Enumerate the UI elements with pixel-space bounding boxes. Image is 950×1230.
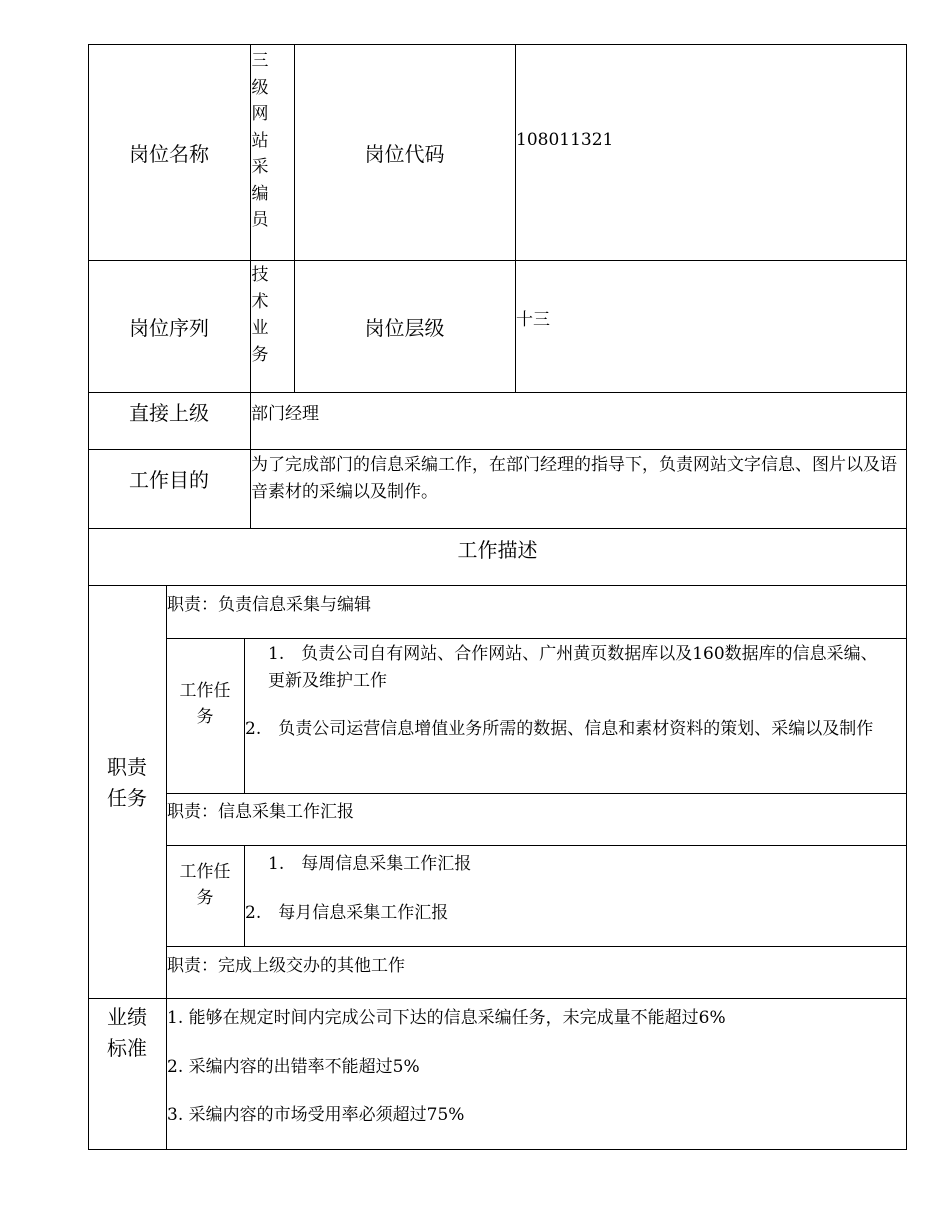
duty-title: 职责：负责信息采集与编辑 [167,595,371,615]
position-name-value-char: 网 [251,104,269,124]
position-name-value-char: 级 [251,77,269,98]
performance-label-line1: 业绩 [107,1005,147,1029]
task-label [166,678,244,730]
sequence-label: 岗位序列 [129,315,209,340]
performance-label-line2: 标准 [107,1036,147,1060]
task-label-line2: 务 [196,888,214,908]
duties-label-line2: 任务 [107,786,147,810]
position-name-value-char: 站 [251,130,269,151]
task-label-line1: 工作任 [179,681,231,701]
task-label-line2: 务 [196,707,214,727]
row-divider [88,585,907,586]
level-label: 岗位层级 [364,315,445,340]
performance-label [88,1002,166,1064]
position-name-value-char: 编 [251,183,269,204]
task-label [166,859,244,911]
column-divider [515,44,516,393]
duty-title: 职责：完成上级交办的其他工作 [167,956,405,976]
sequence-value [250,262,270,368]
work-description-heading: 工作描述 [457,537,538,562]
column-divider [244,845,245,947]
row-divider [166,638,907,639]
task-item: 2. 每月信息采集工作汇报 [245,903,449,923]
position-code-value: 108011321 [516,130,614,150]
performance-item: 1. 能够在规定时间内完成公司下达的信息采编任务，未完成量不能超过6% [167,1008,726,1028]
performance-item: 2. 采编内容的出错率不能超过5% [167,1057,420,1077]
sequence-value-char: 务 [251,344,269,365]
duties-label [88,752,166,814]
position-name-label: 岗位名称 [129,141,209,166]
level-value: 十三 [516,310,550,330]
duties-label-line1: 职责 [107,755,147,779]
task-item: 1. 负责公司自有网站、合作网站、广州黄页数据库以及160数据库的信息采编、更新及维护工作 [268,644,878,691]
performance-item: 3. 采编内容的市场受用率必须超过75% [167,1105,465,1125]
sequence-value-char: 业 [251,318,269,338]
duty-title: 职责：信息采集工作汇报 [167,802,354,822]
superior-label: 直接上级 [129,400,209,425]
purpose-label: 工作目的 [129,467,209,492]
position-name-value-char: 三 [251,51,269,71]
sequence-value-char: 技 [251,265,269,285]
position-name-value-char: 员 [251,210,269,230]
sequence-value-char: 术 [251,291,269,312]
position-name-value [250,48,270,234]
row-divider [166,845,907,846]
row-divider [88,998,907,999]
purpose-value: 为了完成部门的信息采编工作，在部门经理的指导下，负责网站文字信息、图片以及语音素材的采编以及制作。 [251,455,897,502]
task-label-line1: 工作任 [179,862,231,882]
row-divider [166,946,907,947]
row-divider [166,793,907,794]
task-item: 1. 每周信息采集工作汇报 [268,854,472,874]
task-item: 2. 负责公司运营信息增值业务所需的数据、信息和素材资料的策划、采编以及制作 [245,719,874,739]
position-name-value-char: 采 [251,157,269,177]
superior-value: 部门经理 [251,404,319,424]
position-code-label: 岗位代码 [364,141,445,166]
